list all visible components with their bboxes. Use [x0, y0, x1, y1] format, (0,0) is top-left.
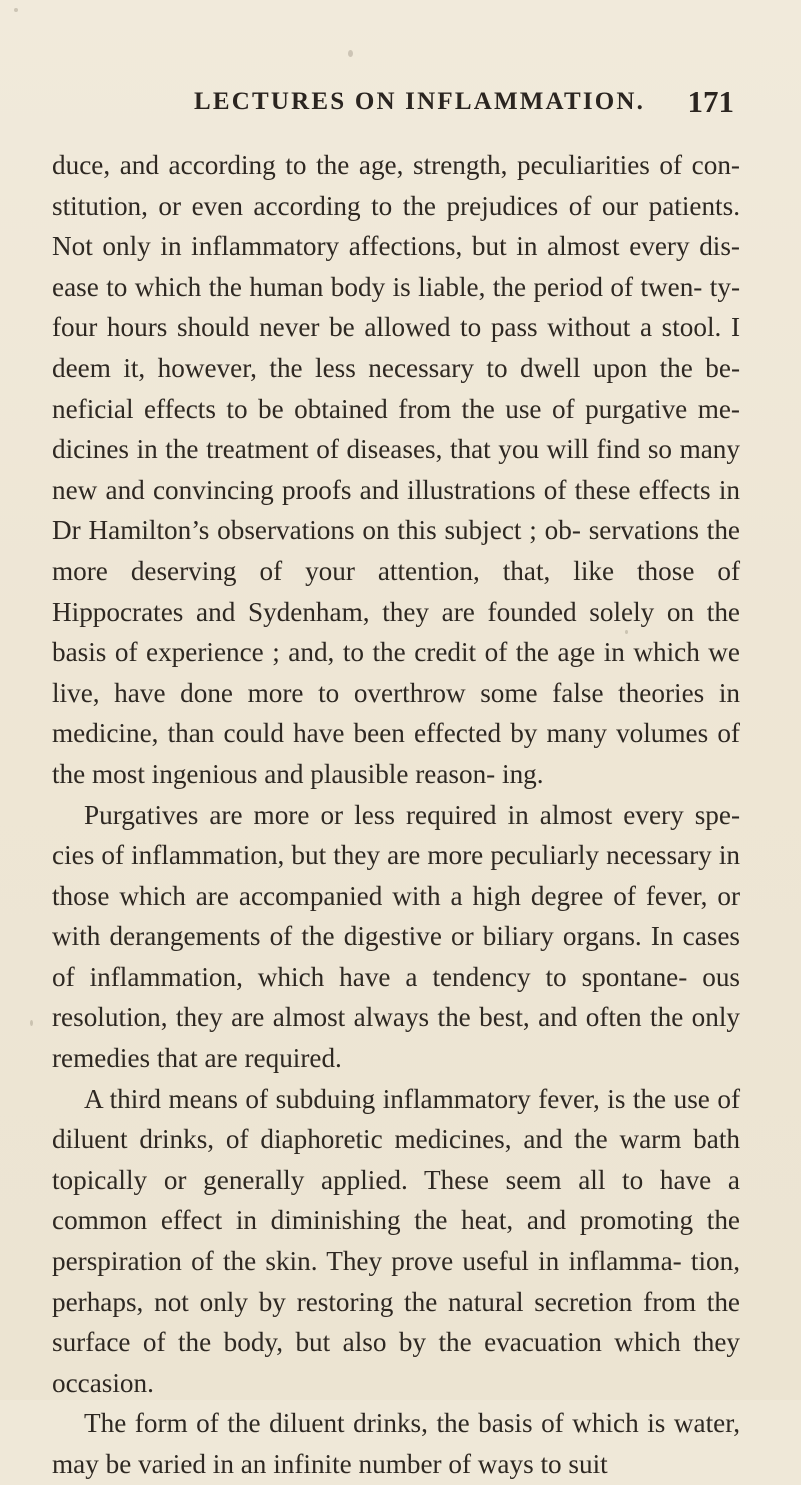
- running-head: [194, 84, 734, 128]
- page-number: 171: [687, 84, 734, 119]
- ink-speck: [30, 1020, 33, 1026]
- paragraph-continued: duce, and according to the age, strength, peculiarities of con- stitution, or even according to the prejudices of our patients. Not only in inflammatory affections, but in almost every dis- ease to which the human body is liable, the period of twen- ty-four hours should never be allowed to pass without a stool. I deem it, however, the less necessary to dwell upon the be- neficial effects to be obtained from the use of purgative me- dicines in the treatment of diseases, that you will find so many new and convincing proofs and illustrations of these effects in Dr Hamilton’s observations on this subject ; ob- servations the more deserving of your attention, that, like those of Hippocrates and Sydenham, they are founded solely on the basis of experience ; and, to the credit of the age in which we live, have done more to overthrow some false theories in medicine, than could have been effected by many volumes of the most ingenious and plausible reason- ing.: [52, 150, 740, 789]
- paragraph-purgatives: Purgatives are more or less required in almost every spe- cies of inflammation, but they are more peculiarly necessary in those which are accompanied with a high degree of fever, or with derangements of the digestive or biliary organs. In cases of inflammation, which have a tendency to spontane- ous resolution, they are almost always the best, and often the only remedies that are required.: [52, 799, 740, 1074]
- paragraph-diluent-drinks: The form of the diluent drinks, the basis of which is water, may be varied in an infinite number of ways to suit: [52, 1408, 740, 1479]
- body-text: [52, 145, 740, 1485]
- ink-speck: [348, 50, 353, 57]
- running-title: LECTURES ON INFLAMMATION.: [194, 88, 646, 115]
- ink-speck: [14, 8, 18, 12]
- paragraph-third-means: A third means of subduing inflammatory fever, is the use of diluent drinks, of diaphoretic medicines, and the warm bath topically or generally applied. These seem all to have a common effect in diminishing the heat, and promoting the perspiration of the skin. They prove useful in inflamma- tion, perhaps, not only by restoring the natural secretion from the surface of the body, but also by the evacuation which they occasion.: [52, 1083, 740, 1398]
